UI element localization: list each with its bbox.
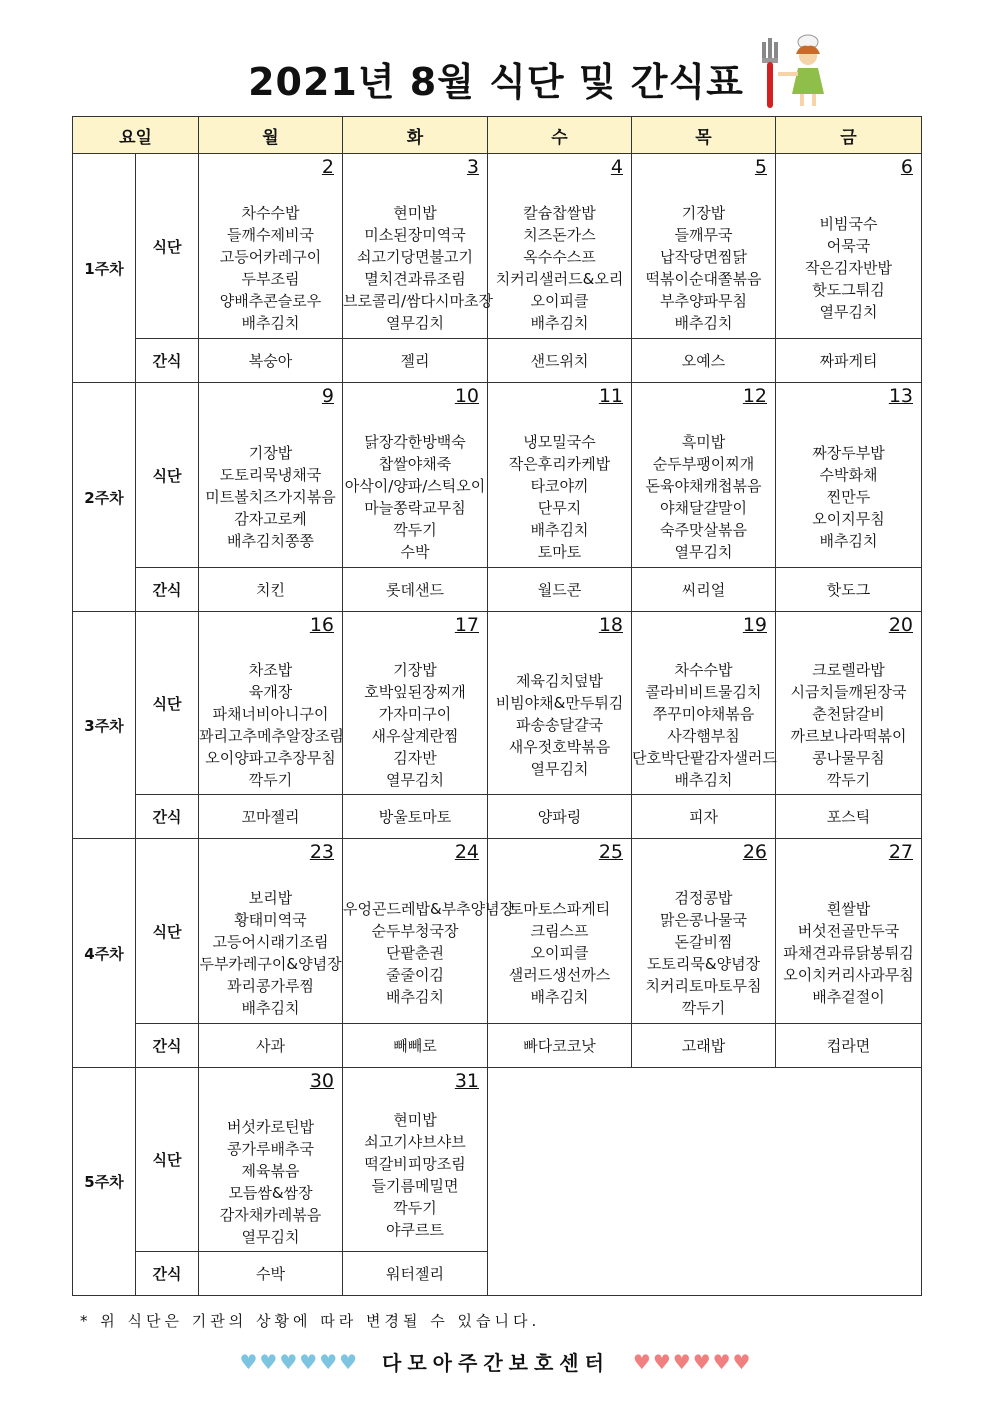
snack-cell: 짜파게티 (776, 339, 922, 383)
date-number: 31 (454, 1070, 480, 1092)
header-fri: 금 (776, 117, 922, 154)
header-row (73, 117, 922, 154)
snack-row (73, 795, 922, 839)
menu-item: 옥수수스프 (523, 248, 596, 266)
menu-item: 찐만두 (826, 488, 871, 506)
menu-item: 닭장각한방백숙 (364, 433, 466, 451)
menu-item: 냉모밀국수 (523, 433, 596, 451)
menu-item: 돈육야채캐첩볶음 (645, 477, 762, 495)
snack-cell: 롯데샌드 (343, 568, 488, 612)
meal-cell (776, 839, 922, 1024)
week-label: 5주차 (73, 1068, 136, 1296)
meal-cell (488, 612, 632, 795)
meal-cell (199, 383, 343, 568)
menu-item: 크로렐라밥 (812, 661, 885, 679)
menu-item: 현미밥 (393, 1110, 437, 1129)
week-label: 1주차 (73, 154, 136, 383)
meal-cell (199, 612, 343, 795)
menu-item: 두부카레구이&양념장 (199, 955, 342, 973)
menu-item: 단호박단팥감자샐러드 (632, 749, 777, 767)
menu-item: 쭈꾸미야채볶음 (652, 705, 755, 723)
menu-item: 수박 (400, 543, 430, 561)
date-number: 26 (742, 841, 768, 863)
meal-items (776, 854, 921, 1008)
menu-item: 감자고로케 (234, 510, 307, 528)
snack-cell: 방울토마토 (343, 795, 488, 839)
menu-item: 토마토 (537, 543, 582, 561)
date-number: 2 (321, 156, 335, 178)
menu-item: 배추김치 (530, 521, 589, 539)
menu-item: 핫도그튀김 (812, 281, 885, 299)
meal-cell (776, 383, 922, 568)
meal-label: 식단 (136, 839, 199, 1024)
menu-item: 고등어시래기조림 (212, 933, 329, 951)
menu-item: 깍두기 (248, 771, 293, 789)
menu-item: 차수수밥 (241, 204, 300, 222)
header-day-label: 요일 (73, 117, 199, 154)
menu-item: 쇠고기당면불고기 (357, 248, 473, 266)
header-tue: 화 (343, 117, 488, 154)
menu-item: 고등어카레구이 (219, 248, 322, 266)
menu-item: 비빔야채&만두튀김 (495, 694, 624, 712)
menu-item: 배추김치 (674, 314, 733, 332)
heart-icon: ♥♥♥♥♥♥ (239, 1349, 360, 1374)
meal-label: 식단 (136, 154, 199, 339)
menu-item: 야쿠르트 (386, 1220, 444, 1239)
meal-cell (343, 839, 515, 1024)
menu-item: 오이피클 (530, 292, 589, 310)
snack-cell: 워터젤리 (343, 1252, 488, 1296)
meal-cell (199, 1068, 343, 1252)
date-number: 24 (454, 841, 480, 863)
menu-item: 도토리묵냉채국 (219, 466, 322, 484)
date-number: 6 (900, 156, 914, 178)
snack-label: 간식 (136, 339, 199, 383)
meal-label: 식단 (136, 1068, 199, 1252)
meal-label: 식단 (136, 612, 199, 795)
menu-item: 버섯전골만두국 (797, 922, 900, 940)
menu-item: 배추김치 (819, 532, 878, 550)
meal-cell (343, 154, 493, 339)
menu-item: 오이지무침 (812, 510, 885, 528)
meal-items (488, 854, 631, 1008)
menu-item: 새우젓호박볶음 (508, 738, 611, 756)
menu-item: 깍두기 (681, 999, 726, 1017)
meal-items (343, 615, 487, 791)
meal-items (632, 615, 775, 791)
date-number: 25 (598, 841, 624, 863)
menu-item: 수박화채 (819, 466, 878, 484)
snack-label: 간식 (136, 795, 199, 839)
snack-cell: 젤리 (343, 339, 488, 383)
snack-cell: 오예스 (632, 339, 776, 383)
meal-items (199, 398, 342, 552)
menu-item: 배추김치쫑쫑 (227, 532, 314, 550)
date-number: 9 (321, 385, 335, 407)
snack-cell: 고래밥 (632, 1024, 776, 1068)
menu-item: 아삭이/양파/스틱오이 (344, 477, 486, 495)
snack-cell: 핫도그 (776, 568, 922, 612)
meal-row (73, 612, 922, 795)
chef-girl-with-fork-icon (754, 32, 834, 112)
menu-item: 줄줄이김 (386, 966, 444, 984)
snack-row (73, 339, 922, 383)
menu-item: 흑미밥 (681, 433, 726, 451)
header-wed: 수 (488, 117, 632, 154)
menu-item: 떡볶이순대쫄볶음 (645, 270, 762, 288)
menu-item: 오이치커리사과무침 (783, 966, 914, 984)
snack-cell: 씨리얼 (632, 568, 776, 612)
page-title: 2021년 8월 식단 및 간식표 (248, 60, 744, 104)
menu-item: 미트볼치즈가지볶음 (205, 488, 336, 506)
meal-label: 식단 (136, 383, 199, 568)
menu-item: 열무김치 (819, 303, 878, 321)
date-number: 12 (742, 385, 768, 407)
menu-item: 파채너비아니구이 (212, 705, 329, 723)
menu-item: 돈갈비찜 (674, 933, 733, 951)
meal-cell (632, 839, 776, 1024)
menu-item: 쇠고기샤브샤브 (364, 1132, 466, 1151)
date-number: 19 (742, 614, 768, 636)
menu-item: 콩가루배추국 (227, 1139, 314, 1158)
footer-organization (0, 1347, 992, 1376)
menu-item: 육개장 (248, 683, 293, 701)
menu-item: 들기름메밀면 (371, 1176, 459, 1195)
menu-item: 까르보나라떡볶이 (790, 727, 907, 745)
menu-item: 오이양파고추장무침 (205, 749, 336, 767)
meal-cell (776, 612, 922, 795)
meal-items (632, 387, 775, 563)
menu-item: 양배추콘슬로우 (219, 292, 322, 310)
menu-item: 작은후리카케밥 (508, 455, 611, 473)
menu-item: 배추김치 (530, 988, 589, 1006)
snack-cell: 피자 (632, 795, 776, 839)
menu-item: 찹쌀야채죽 (378, 455, 452, 473)
meal-cell (199, 154, 343, 339)
meal-cell (632, 383, 776, 568)
meal-items (199, 615, 342, 791)
meal-items (199, 1072, 342, 1248)
snack-cell: 빼빼로 (343, 1024, 488, 1068)
menu-table (72, 116, 922, 1296)
heart-icon: ♥♥♥♥♥♥ (632, 1349, 753, 1374)
meal-items (199, 158, 342, 334)
meal-items (343, 854, 515, 1008)
week-label: 3주차 (73, 612, 136, 839)
menu-item: 두부조림 (241, 270, 300, 288)
menu-item: 제육볶음 (241, 1161, 300, 1180)
date-number: 16 (309, 614, 335, 636)
meal-cell (199, 839, 343, 1024)
meal-items (776, 615, 921, 791)
menu-item: 흰쌀밥 (826, 900, 871, 918)
menu-item: 깍두기 (393, 521, 437, 539)
menu-item: 차조밥 (248, 661, 293, 679)
meal-items (488, 158, 631, 334)
meal-items (488, 387, 631, 563)
date-number: 3 (466, 156, 480, 178)
menu-item: 꽈리콩가루찜 (227, 977, 314, 995)
menu-item: 기장밥 (681, 204, 726, 222)
menu-item: 비빔국수 (819, 215, 878, 233)
menu-item: 차수수밥 (674, 661, 733, 679)
meal-row (73, 383, 922, 568)
meal-row (73, 1068, 922, 1252)
menu-item: 사각햄부침 (667, 727, 740, 745)
menu-item: 황태미역국 (234, 911, 307, 929)
menu-item: 열무김치 (241, 1227, 300, 1246)
snack-cell: 복숭아 (199, 339, 343, 383)
menu-item: 시금치들깨된장국 (790, 683, 907, 701)
menu-item: 단무지 (537, 499, 582, 517)
menu-item: 가자미구이 (378, 705, 452, 723)
meal-cell (343, 383, 488, 568)
meal-items (199, 843, 342, 1019)
menu-item: 야채달걀말이 (660, 499, 747, 517)
meal-cell (343, 1068, 488, 1252)
menu-item: 열무김치 (386, 314, 444, 332)
snack-cell: 빠다코코낫 (488, 1024, 632, 1068)
date-number: 13 (888, 385, 914, 407)
menu-item: 순두부팽이찌개 (652, 455, 755, 473)
menu-item: 우엉곤드레밥&부추양념장 (343, 900, 515, 918)
week-label: 2주차 (73, 383, 136, 612)
menu-item: 치즈돈가스 (523, 226, 596, 244)
menu-item: 치커리토마토무침 (645, 977, 762, 995)
menu-item: 새우살계란찜 (371, 727, 459, 745)
date-number: 27 (888, 841, 914, 863)
menu-item: 현미밥 (393, 204, 437, 222)
meal-items (343, 387, 487, 563)
menu-item: 검정콩밥 (674, 889, 733, 907)
meal-row (73, 839, 922, 1024)
snack-cell: 포스틱 (776, 795, 922, 839)
menu-item: 열무김치 (674, 543, 733, 561)
menu-item: 제육김치덮밥 (516, 672, 603, 690)
snack-row (73, 1024, 922, 1068)
meal-items (343, 158, 493, 334)
menu-item: 어묵국 (826, 237, 871, 255)
snack-cell: 꼬마젤리 (199, 795, 343, 839)
menu-item: 브로콜리/쌈다시마초장 (343, 292, 493, 310)
meal-items (776, 398, 921, 552)
empty-cell (488, 1068, 922, 1296)
date-number: 23 (309, 841, 335, 863)
header-thu: 목 (632, 117, 776, 154)
meal-row (73, 154, 922, 339)
menu-item: 타코야끼 (530, 477, 589, 495)
menu-item: 버섯카로틴밥 (227, 1117, 314, 1136)
snack-cell: 컵라면 (776, 1024, 922, 1068)
snack-cell: 수박 (199, 1252, 343, 1296)
menu-item: 열무김치 (530, 760, 589, 778)
menu-item: 호박잎된장찌개 (364, 683, 466, 701)
menu-item: 치커리샐러드&오리 (495, 270, 624, 288)
menu-item: 숙주맛살볶음 (660, 521, 747, 539)
menu-item: 오이피클 (530, 944, 589, 962)
meal-items (488, 626, 631, 780)
menu-item: 샐러드생선까스 (508, 966, 611, 984)
menu-item: 단팥춘권 (386, 944, 444, 962)
date-number: 20 (888, 614, 914, 636)
menu-item: 기장밥 (248, 444, 293, 462)
meal-cell (776, 154, 922, 339)
meal-cell (632, 612, 776, 795)
menu-item: 콩나물무침 (812, 749, 885, 767)
meal-cell (632, 154, 776, 339)
menu-item: 보리밥 (248, 889, 293, 907)
menu-item: 떡갈비피망조림 (364, 1154, 466, 1173)
snack-cell: 치킨 (199, 568, 343, 612)
menu-item: 꽈리고추메추알장조림 (199, 727, 344, 745)
week-label: 4주차 (73, 839, 136, 1068)
menu-item: 크림스프 (530, 922, 589, 940)
menu-item: 짜장두부밥 (812, 444, 885, 462)
menu-item: 파채견과류닭봉튀김 (783, 944, 914, 962)
date-number: 4 (610, 156, 624, 178)
menu-item: 칼슘찹쌀밥 (523, 204, 596, 222)
menu-item: 배추겉절이 (812, 988, 885, 1006)
menu-item: 들깨수제비국 (227, 226, 314, 244)
date-number: 18 (598, 614, 624, 636)
snack-cell: 양파링 (488, 795, 632, 839)
date-number: 10 (454, 385, 480, 407)
snack-label: 간식 (136, 568, 199, 612)
footer-note: * 위 식단은 기관의 상황에 따라 변경될 수 있습니다. (80, 1312, 541, 1330)
menu-item: 감자채카레볶음 (219, 1205, 322, 1224)
menu-item: 마늘쫑락교무침 (364, 499, 466, 517)
snack-cell: 사과 (199, 1024, 343, 1068)
menu-item: 콜라비비트물김치 (645, 683, 762, 701)
meal-cell (488, 383, 632, 568)
meal-cell (343, 612, 488, 795)
menu-item: 토마토스파게티 (508, 900, 611, 918)
date-number: 5 (754, 156, 768, 178)
menu-item: 춘천닭갈비 (812, 705, 885, 723)
menu-item: 배추김치 (241, 999, 300, 1017)
menu-item: 배추김치 (241, 314, 300, 332)
meal-cell (488, 154, 632, 339)
menu-item: 부추양파무침 (660, 292, 747, 310)
date-number: 30 (309, 1070, 335, 1092)
menu-item: 미소된장미역국 (364, 226, 466, 244)
snack-label: 간식 (136, 1024, 199, 1068)
menu-item: 납작당면찜닭 (660, 248, 747, 266)
date-number: 11 (598, 385, 624, 407)
menu-item: 깍두기 (826, 771, 871, 789)
header-mon: 월 (199, 117, 343, 154)
menu-item: 배추김치 (530, 314, 589, 332)
menu-item: 기장밥 (393, 661, 437, 679)
meal-items (776, 169, 921, 323)
menu-item: 김자반 (393, 749, 437, 767)
menu-item: 작은김자반밥 (805, 259, 892, 277)
organization-name: 다모아주간보호센터 (382, 1351, 610, 1375)
menu-item: 멸치견과류조림 (364, 270, 466, 288)
menu-item: 모듬쌈&쌈장 (228, 1183, 313, 1202)
menu-item: 배추김치 (674, 771, 733, 789)
snack-label: 간식 (136, 1252, 199, 1296)
meal-cell (488, 839, 632, 1024)
menu-item: 순두부청국장 (371, 922, 459, 940)
menu-item: 파송송달걀국 (516, 716, 603, 734)
menu-item: 맑은콩나물국 (660, 911, 747, 929)
snack-cell: 샌드위치 (488, 339, 632, 383)
meal-items (632, 843, 775, 1019)
meal-items (343, 1079, 487, 1241)
menu-item: 열무김치 (386, 771, 444, 789)
date-number: 17 (454, 614, 480, 636)
meal-items (632, 158, 775, 334)
menu-item: 도토리묵&양념장 (646, 955, 761, 973)
snack-cell: 월드콘 (488, 568, 632, 612)
snack-row (73, 568, 922, 612)
menu-item: 깍두기 (393, 1198, 437, 1217)
menu-item: 배추김치 (386, 988, 444, 1006)
menu-item: 들깨무국 (674, 226, 733, 244)
